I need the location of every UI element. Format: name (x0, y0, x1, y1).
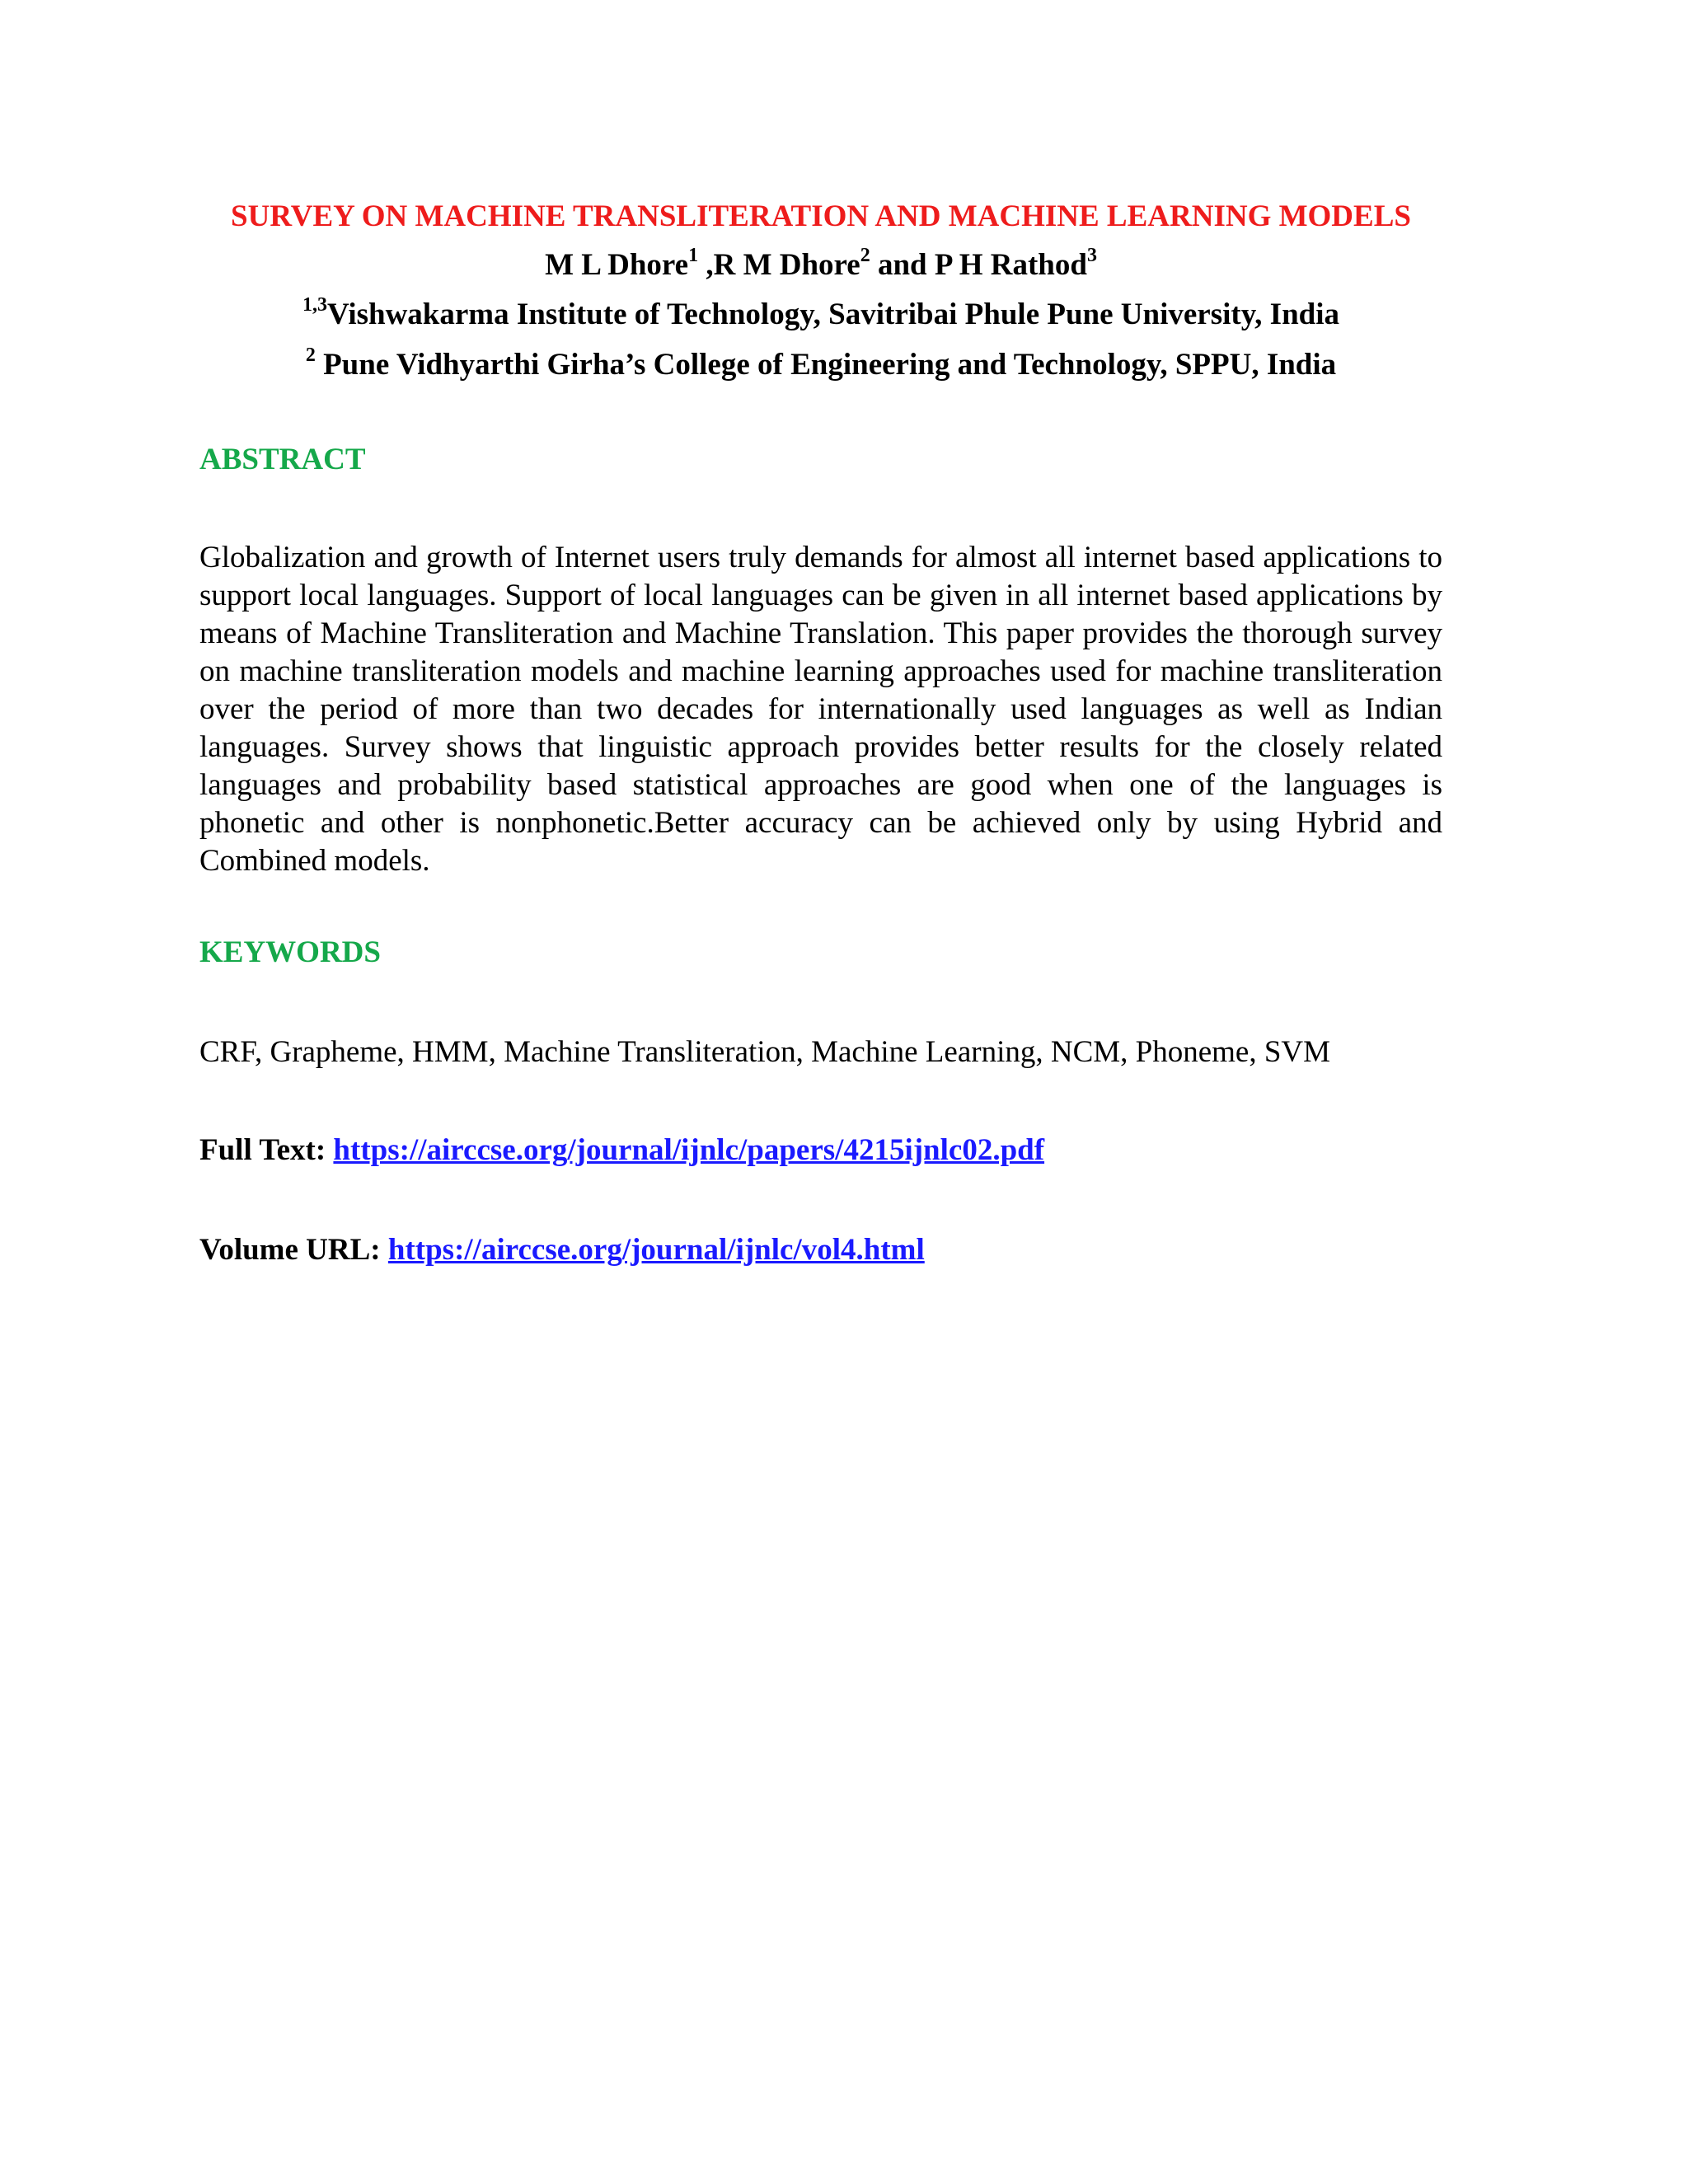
affiliation-sup: 2 (305, 344, 316, 366)
affiliation-1 (199, 296, 1442, 333)
affiliation-2 (199, 346, 1442, 383)
volume-url-label: Volume URL: (199, 1233, 381, 1267)
abstract-heading: ABSTRACT (199, 443, 366, 476)
author-sup: 3 (1086, 245, 1097, 266)
volume-url-line (199, 1231, 1442, 1268)
volume-url-link[interactable]: https://airccse.org/journal/ijnlc/vol4.html (387, 1233, 925, 1267)
abstract-text: Globalization and growth of Internet users truly demands for almost all internet based applications to support local languages. Support of local languages can be given in all internet based applications by means of Machine Transliteration and Machine Translation. This paper provides the thorough survey on machine transliteration models and machine learning approaches used for machine transliteration over the period of more than two decades for internationally used languages as well as Indian languages. Survey shows that linguistic approach provides better results for the closely related languages and probability based statistical approaches are good when one of the languages is phonetic and other is nonphonetic.Better accuracy can be achieved only by using Hybrid and Combined models. (199, 541, 1442, 878)
paper-content (199, 198, 1442, 1268)
author-name: P H Rathod (934, 248, 1087, 282)
author-separator: and (870, 248, 935, 282)
affiliation-sup: 1,3 (302, 294, 327, 316)
author-separator: , (698, 248, 714, 282)
paper-title: SURVEY ON MACHINE TRANSLITERATION AND MACHINE LEARNING MODELS (231, 199, 1411, 233)
author-sup: 2 (860, 245, 870, 266)
author-line (199, 246, 1442, 284)
full-text-label: Full Text: (199, 1133, 326, 1167)
author-sup: 1 (688, 245, 699, 266)
keywords-text: CRF, Grapheme, HMM, Machine Transliteration, Machine Learning, NCM, Phoneme, SVM (199, 1035, 1331, 1069)
full-text-line (199, 1132, 1442, 1169)
author-name: R M Dhore (713, 248, 860, 282)
author-name: M L Dhore (545, 248, 689, 282)
affiliation-text: Vishwakarma Institute of Technology, Savitribai Phule Pune University, India (326, 298, 1340, 331)
keywords-heading: KEYWORDS (199, 935, 381, 969)
full-text-link[interactable]: https://airccse.org/journal/ijnlc/papers/4215ijnlc02.pdf (333, 1133, 1045, 1167)
affiliation-text: Pune Vidhyarthi Girha’s College of Engineering and Technology, SPPU, India (315, 348, 1337, 382)
